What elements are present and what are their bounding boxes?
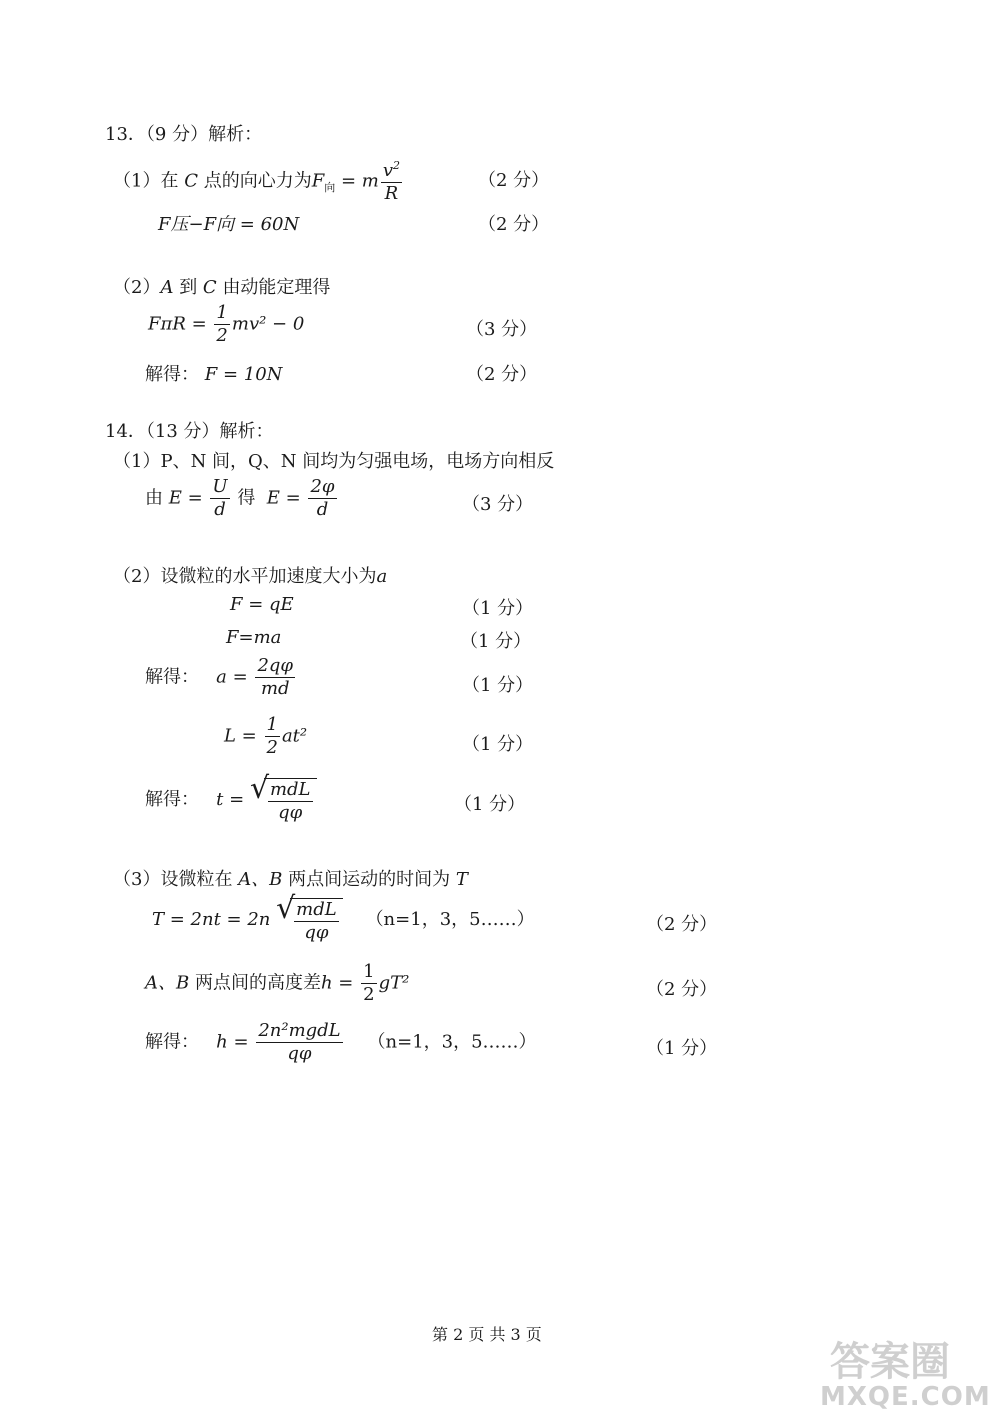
q14-height-text: 两点间的高度差	[194, 972, 321, 994]
q14-height-score: （2 分）	[646, 979, 718, 1000]
q13-frac-den: R	[381, 182, 402, 203]
q13-fraction	[381, 160, 402, 203]
q13-energy-score: （3 分）	[466, 319, 538, 340]
q13-point-c: C	[184, 170, 198, 192]
q14-part3-text: 两点间运动的时间为	[288, 869, 451, 890]
sqrt-radical-icon: √	[276, 891, 296, 926]
q14-eq-f1: F = qE	[230, 594, 294, 615]
q13-part1-intro: （1）在	[113, 170, 179, 192]
q14-eq-f3-score: （1 分）	[462, 734, 534, 755]
q14-sol2-lhs: t =	[216, 789, 245, 810]
q13-energy-frac	[214, 304, 229, 345]
q14-sol3-line	[145, 1022, 537, 1063]
q14-sol3-cond: （n=1，3，5……）	[367, 1031, 537, 1053]
q14-part2-a: a	[376, 566, 388, 587]
q14-height-frac	[361, 963, 376, 1004]
q14-part3-ab: A、B	[238, 869, 283, 890]
q14-period-sqrt	[276, 891, 343, 943]
q14-eq-f3-num: 1	[266, 714, 278, 735]
q14-eq-f2-score: （1 分）	[460, 631, 532, 652]
q13-energy-eq	[148, 304, 304, 345]
q13-force-sub: 向	[324, 181, 336, 195]
q14-field-frac2	[308, 478, 336, 519]
q14-sol2-frac	[268, 781, 313, 822]
q14-part1-text: （1）P、N 间，Q、N 间均为匀强电场，电场方向相反	[113, 451, 555, 472]
q14-sol1-frac	[255, 657, 295, 698]
q14-sol3-lhs: h =	[216, 1031, 249, 1053]
q14-part2-line	[113, 562, 387, 588]
q14-sol2-label: 解得：	[145, 789, 199, 810]
q14-field-den2: d	[308, 498, 336, 519]
q14-sol1-num: 2qφ	[257, 655, 294, 676]
q14-eq-f1-score: （1 分）	[462, 598, 534, 619]
q13-point-a: A	[160, 277, 174, 298]
q14-field-lhs2: E =	[266, 487, 301, 509]
q13-energy-rhs: mv² − 0	[231, 313, 305, 335]
q13-frac-sup: 2	[393, 159, 401, 172]
q14-period-frac	[294, 901, 339, 942]
sqrt-radical-icon: √	[249, 771, 270, 806]
q14-eq-f2: F=ma	[226, 627, 282, 648]
q14-sol2-line	[145, 771, 317, 823]
q14-height-den: 2	[363, 984, 375, 1005]
q14-sol3-score: （1 分）	[646, 1038, 718, 1059]
q13-point-c2: C	[202, 277, 217, 298]
q14-period-num: mdL	[296, 899, 337, 920]
q13-energy-den: 2	[216, 325, 228, 346]
q14-sol2-score: （1 分）	[454, 794, 526, 815]
q14-eq-f3	[224, 716, 307, 757]
q14-sol3-frac	[256, 1022, 342, 1063]
q14-field-from: 由	[145, 487, 163, 509]
q13-frac-num: v	[382, 160, 394, 181]
q13-part1-score: （2 分）	[478, 170, 550, 191]
q14-field-num1: U	[212, 476, 228, 497]
q13-solution: F = 10N	[204, 364, 283, 385]
q14-part3-intro: （3）设微粒在	[113, 869, 233, 890]
q14-eq-f3-den: 2	[266, 737, 278, 758]
q14-eq-f3-rhs: at²	[281, 725, 308, 747]
q14-height-num: 1	[363, 961, 375, 982]
q14-height-ab: A、B	[145, 972, 190, 994]
q13-formula-2: F压−F向 = 60N	[158, 214, 300, 235]
q14-sol1-den: md	[255, 677, 295, 698]
q14-sol2-sqrt	[249, 771, 317, 823]
watermark-logo: 答案圈	[830, 1339, 950, 1385]
q14-field-eq	[145, 478, 339, 519]
q14-eq-f3-frac	[265, 716, 280, 757]
q13-solution-line	[145, 360, 282, 386]
q14-period-eq	[152, 891, 535, 943]
q14-field-num2: 2φ	[310, 476, 335, 497]
q13-energy-num: 1	[216, 302, 228, 323]
q14-period-cond: （n=1，3，5……）	[365, 909, 535, 930]
q13-energy-lhs: FπR =	[148, 313, 207, 335]
q14-sol3-num: 2n²mgdL	[258, 1020, 341, 1041]
q14-part3-line	[113, 865, 468, 891]
q13-part1-line	[113, 160, 404, 203]
q14-height-eq	[145, 963, 409, 1004]
q14-field-lhs1: E =	[168, 487, 203, 509]
q13-mass: m	[361, 170, 379, 192]
q14-sol2-den: qφ	[268, 801, 313, 822]
q14-sol1-score: （1 分）	[462, 675, 534, 696]
page-number: 第 2 页 共 3 页	[432, 1325, 542, 1344]
q13-part2-text: 由动能定理得	[222, 277, 331, 298]
q13-solution-label: 解得：	[145, 364, 199, 385]
q14-period-lhs: T = 2nt = 2n	[152, 909, 271, 930]
q13-formula-2-score: （2 分）	[478, 214, 550, 235]
watermark-site: MXQE.COM	[820, 1382, 991, 1412]
q14-sol3-label: 解得：	[145, 1031, 199, 1053]
q13-heading: 13．（9 分）解析：	[105, 124, 263, 145]
q14-height-lhs: h =	[320, 972, 354, 994]
q14-part2-intro: （2）设微粒的水平加速度大小为	[113, 566, 377, 587]
q14-heading: 14．（13 分）解析：	[105, 421, 274, 442]
q13-part2-line	[113, 273, 330, 299]
q13-part1-text: 点的向心力为	[203, 170, 312, 192]
q14-field-frac1	[210, 478, 229, 519]
q13-solution-score: （2 分）	[466, 364, 538, 385]
q14-period-den: qφ	[294, 921, 339, 942]
q14-part3-t: T	[455, 869, 468, 890]
q14-sol1-label: 解得：	[145, 666, 199, 688]
q14-height-rhs: gT²	[378, 972, 410, 994]
q13-equals: =	[340, 170, 357, 192]
q14-sol1-lhs: a =	[216, 666, 248, 688]
q13-part2-to: 到	[179, 277, 198, 298]
q14-field-get: 得	[237, 487, 256, 509]
q14-eq-f3-lhs: L =	[224, 725, 257, 747]
q13-force-symbol: F	[311, 170, 325, 192]
q14-part1-score: （3 分）	[462, 494, 534, 515]
q14-period-score: （2 分）	[646, 914, 718, 935]
q14-sol3-den: qφ	[256, 1042, 342, 1063]
q14-sol2-num: mdL	[269, 779, 311, 800]
q13-part2-intro: （2）	[113, 277, 161, 298]
q14-field-den1: d	[210, 498, 229, 519]
q14-sol1-line	[145, 657, 297, 698]
